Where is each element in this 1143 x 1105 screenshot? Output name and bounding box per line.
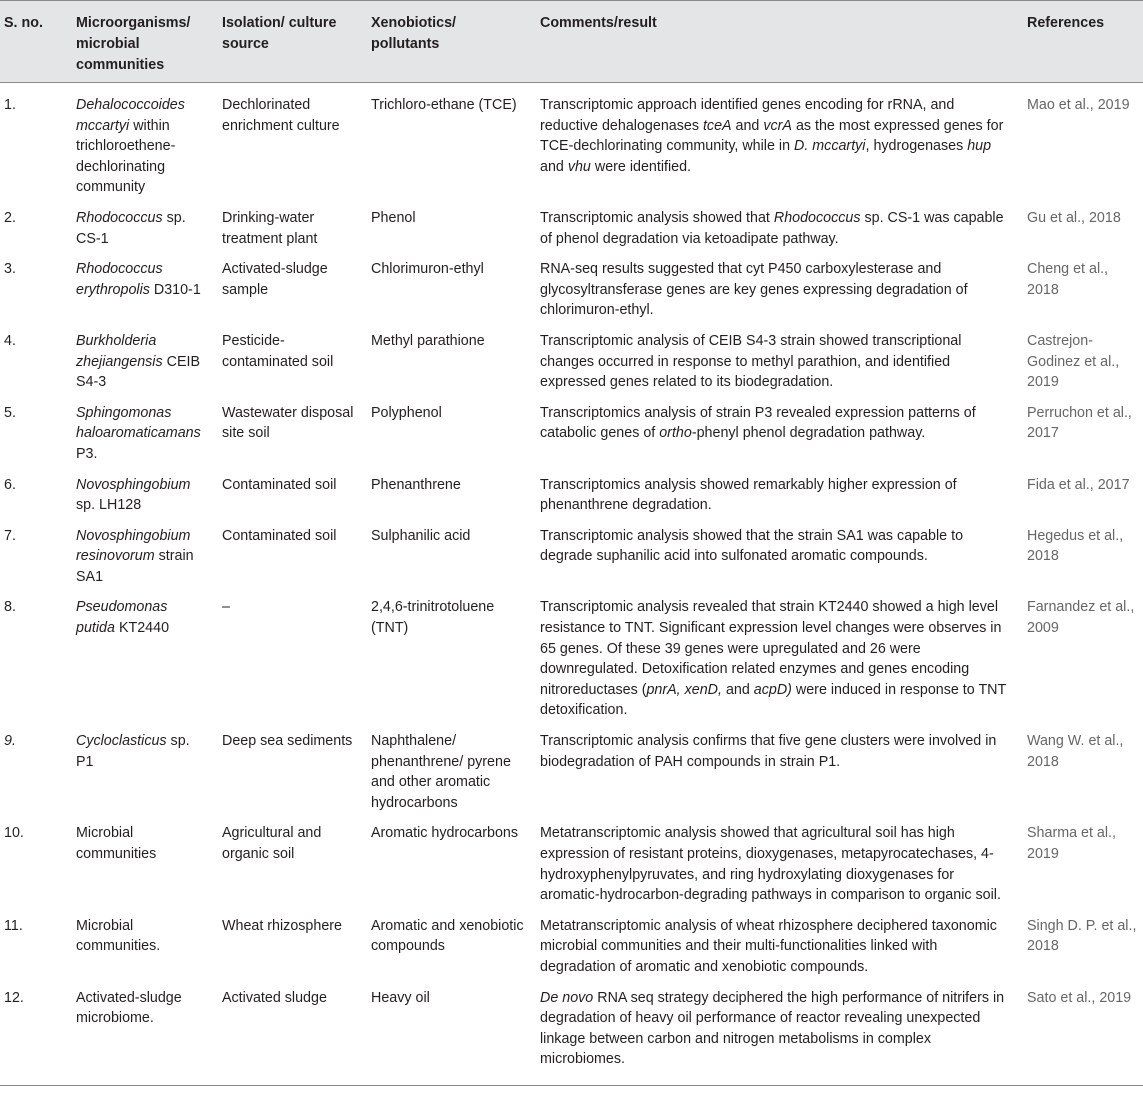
cell-organism: Pseudomonas putida KT2440 (76, 599, 170, 637)
cell-comments: Metatranscriptomic analysis showed that agricultural soil has high expression of resistant proteins, dioxygenases, metapyrocatechases, 4-hydroxyphenylpyruvates, and ring hydroxylating dioxygenases for aromatic-hydrocarbon-degrading pathways in comparison to organic soil. (540, 825, 1001, 904)
cell-comments: Transcriptomic analysis revealed that strain KT2440 showed a high level resistance to TNT. Significant expression level changes were observes in 65 genes. Of these 39 genes were upregulated and 26 were downregulated. Detoxification related enzymes and genes encoding nitroreductases (pnrA, xenD, and acpD) were induced in response to TNT detoxification. (540, 599, 1006, 719)
cell-sno: 7. (4, 527, 16, 544)
cell-source: Dechlorinated enrichment culture (222, 97, 340, 134)
table-row (0, 910, 1143, 982)
cell-reference: Sato et al., 2019 (1021, 982, 1143, 1086)
cell-source: Wheat rhizosphere (222, 917, 342, 934)
cell-reference: Perruchon et al., 2017 (1027, 404, 1132, 442)
cell-organism: Novosphingobium resinovorum strain SA1 (76, 527, 194, 585)
cell-organism: Dehalococcoides mccartyi within trichloroethene-dechlorinating community (76, 97, 185, 196)
cell-pollutant: Naphthalene/ phenanthrene/ pyrene and other aromatic hydrocarbons (371, 733, 511, 811)
cell-reference: Gu et al., 2018 (1027, 209, 1121, 226)
header-sno: S. no. (0, 1, 70, 83)
cell-source: Pesticide-contaminated soil (222, 332, 334, 370)
cell-comments: Metatranscriptomic analysis of wheat rhizosphere deciphered taxonomic microbial communities and their multi-functionalities linked with degradation of aromatic and xenobiotic compounds. (540, 917, 997, 975)
cell-organism: Cycloclasticus sp. P1 (76, 733, 190, 770)
cell-comments: De novo RNA seq strategy deciphered the high performance of nitrifers in degradation of heavy oil performance of reactor revealing unexpected linkage between carbon and nitrogen metabolisms in complex microbiomes. (534, 982, 1021, 1086)
cell-comments: Transcriptomic approach identified genes encoding for rRNA, and reductive dehalogenases tceA and vcrA as the most expressed genes for TCE-dechlorinating community, while in D. mccartyi, hydrogenases hup and vhu were identified. (540, 97, 1004, 175)
cell-reference: Farnandez et al., 2009 (1027, 599, 1135, 637)
cell-organism: Microbial communities (76, 825, 157, 862)
cell-source: Drinking-water treatment plant (222, 209, 318, 247)
cell-source: – (222, 599, 230, 616)
table-row (0, 202, 1143, 253)
cell-comments: Transcriptomic analysis confirms that five gene clusters were involved in biodegradation of PAH compounds in strain P1. (540, 733, 997, 770)
cell-sno: 5. (4, 404, 16, 421)
cell-reference: Castrejon-Godinez et al., 2019 (1027, 332, 1120, 391)
cell-source: Contaminated soil (222, 527, 337, 544)
table-row (0, 982, 1143, 1086)
cell-sno: 11. (4, 917, 23, 934)
header-source: Isolation/ culture source (216, 1, 365, 83)
cell-source: Activated-sludge sample (222, 261, 328, 298)
cell-reference: Singh D. P. et al., 2018 (1027, 917, 1137, 955)
table-row (0, 817, 1143, 909)
header-pollutant: Xenobiotics/ pollutants (365, 1, 534, 83)
table-header (0, 1, 1143, 83)
cell-organism: Novosphingobium sp. LH128 (76, 476, 191, 514)
cell-pollutant: Chlorimuron-ethyl (371, 261, 484, 278)
cell-organism: Microbial communities. (76, 917, 161, 955)
table-row (0, 469, 1143, 520)
cell-reference: Mao et al., 2019 (1027, 97, 1130, 113)
cell-source: Deep sea sediments (222, 733, 353, 750)
cell-reference: Sharma et al., 2019 (1027, 825, 1116, 862)
cell-pollutant: Polyphenol (371, 404, 442, 421)
cell-organism: Rhodococcus erythropolis D310-1 (76, 261, 201, 298)
table-row (0, 253, 1143, 325)
table-row (0, 591, 1143, 725)
cell-pollutant: 2,4,6-trinitrotoluene (TNT) (371, 599, 495, 637)
cell-sno: 10. (4, 825, 24, 842)
cell-reference: Fida et al., 2017 (1027, 476, 1130, 493)
cell-source: Wastewater disposal site soil (222, 404, 354, 442)
cell-pollutant: Phenol (371, 209, 416, 226)
cell-sno: 9. (4, 733, 16, 750)
cell-comments: Transcriptomic analysis showed that the strain SA1 was capable to degrade suphanilic acid into sulfonated aromatic compounds. (540, 527, 964, 565)
cell-comments: Transcriptomics analysis showed remarkably higher expression of phenanthrene degradation. (540, 476, 957, 514)
table-row (0, 325, 1143, 397)
cell-sno: 2. (4, 209, 16, 226)
cell-reference: Hegedus et al., 2018 (1027, 527, 1124, 565)
header-organism: Microorganisms/ microbial communities (70, 1, 216, 83)
cell-comments: Transcriptomics analysis of strain P3 revealed expression patterns of catabolic genes of ortho-phenyl phenol degradation pathway. (540, 404, 976, 442)
table-row (0, 725, 1143, 817)
cell-sno: 8. (4, 599, 16, 616)
cell-source: Contaminated soil (222, 476, 337, 493)
cell-sno: 6. (4, 476, 16, 493)
cell-sno: 12. (0, 982, 70, 1086)
table-body (0, 83, 1143, 1086)
cell-reference: Cheng et al., 2018 (1027, 261, 1109, 298)
cell-organism: Sphingomonas haloaromaticamans P3. (76, 404, 201, 462)
cell-pollutant: Aromatic and xenobiotic compounds (371, 917, 524, 955)
cell-pollutant: Aromatic hydrocarbons (371, 825, 519, 842)
cell-comments: Transcriptomic analysis of CEIB S4-3 strain showed transcriptional changes occurred in response to methyl parathion, and identified expressed genes related to its biodegradation. (540, 332, 962, 391)
cell-reference: Wang W. et al., 2018 (1027, 733, 1124, 770)
cell-comments: Transcriptomic analysis showed that Rhodococcus sp. CS-1 was capable of phenol degradation via ketoadipate pathway. (540, 209, 1004, 247)
cell-source: Agricultural and organic soil (222, 825, 322, 862)
cell-sno: 3. (4, 261, 16, 278)
header-comments: Comments/result (534, 1, 1021, 83)
cell-organism: Rhodococcus sp. CS-1 (76, 209, 186, 247)
cell-organism: Burkholderia zhejiangensis CEIB S4-3 (76, 332, 200, 391)
cell-sno: 4. (4, 332, 16, 349)
cell-pollutant: Heavy oil (365, 982, 534, 1086)
cell-pollutant: Methyl parathione (371, 332, 485, 349)
cell-pollutant: Trichloro-ethane (TCE) (371, 97, 517, 113)
cell-pollutant: Phenanthrene (371, 476, 461, 493)
cell-comments: RNA-seq results suggested that cyt P450 carboxylesterase and glycosyltransferase genes are key genes expressing degradation of chlorimuron-ethyl. (540, 261, 968, 319)
cell-organism: Activated-sludge microbiome. (70, 982, 216, 1086)
table-row (0, 520, 1143, 592)
cell-pollutant: Sulphanilic acid (371, 527, 471, 544)
header-row (0, 1, 1143, 83)
cell-source: Activated sludge (216, 982, 365, 1086)
table-row (0, 83, 1143, 202)
table-row (0, 397, 1143, 469)
cell-sno: 1. (4, 97, 16, 113)
header-references: References (1021, 1, 1143, 83)
